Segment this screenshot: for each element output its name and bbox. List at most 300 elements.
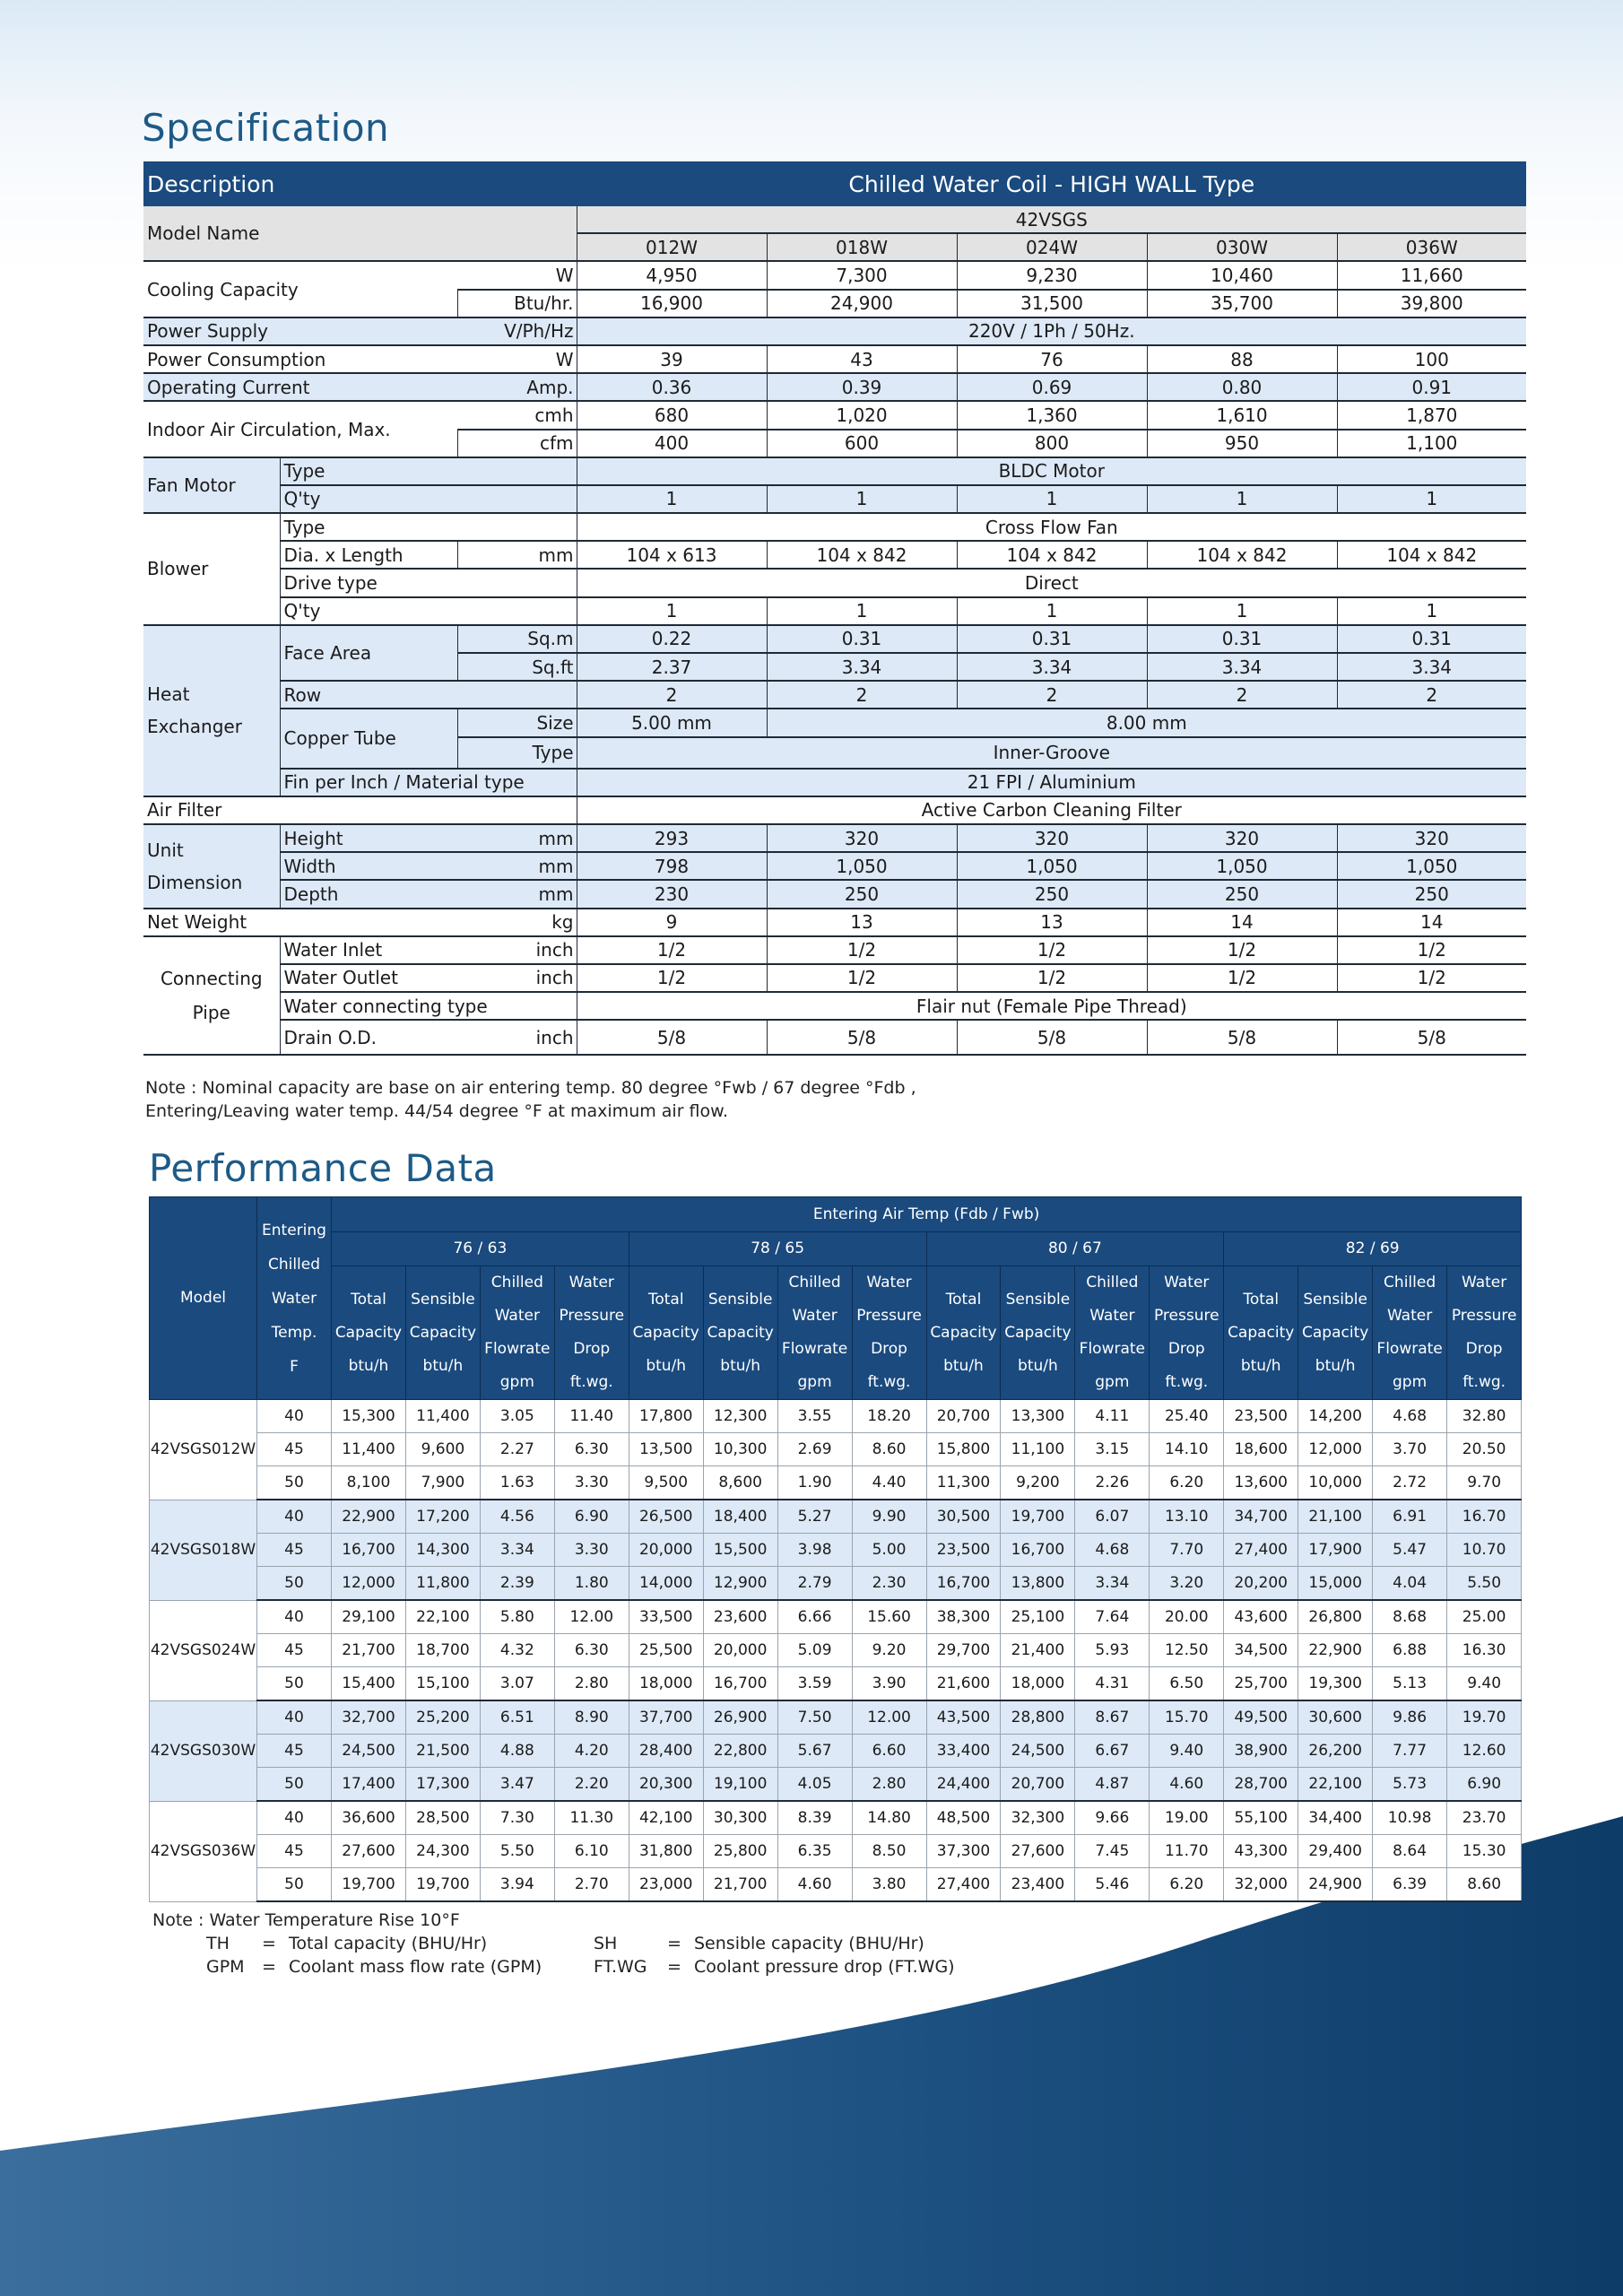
spec-value: 1 [1337,485,1526,513]
face-area-label: Face Area [280,625,457,681]
data-cell: 18,000 [1001,1667,1075,1701]
spec-value: 43 [767,345,957,373]
unit-label: W [457,345,577,373]
tube-size: 5.00 mm [577,709,767,736]
power-consumption-label: Power Consumption [143,345,457,373]
data-cell: 12,900 [703,1567,777,1601]
header-line: Capacity [632,1323,699,1342]
unit-label: V/Ph/Hz [457,317,577,345]
spec-value: 104 x 613 [577,541,767,569]
table-row [150,1868,1522,1902]
data-cell: 27,600 [332,1835,406,1868]
data-cell: 32.80 [1447,1400,1522,1433]
data-cell: 14.80 [852,1801,926,1835]
data-cell: 38,300 [926,1600,1001,1634]
data-cell: 17,900 [1298,1534,1373,1567]
water-temp-cell: 40 [257,1400,332,1433]
water-temp-cell: 45 [257,1433,332,1466]
type-label: Type [280,457,577,485]
data-cell: 32,300 [1001,1801,1075,1835]
data-cell: 19.70 [1447,1700,1522,1735]
spec-value: 5/8 [957,1020,1147,1055]
data-cell: 2.72 [1373,1466,1447,1500]
data-cell: 3.34 [1075,1567,1150,1601]
data-cell: 8.60 [852,1433,926,1466]
data-cell: 26,200 [1298,1735,1373,1768]
spec-value: 104 x 842 [957,541,1147,569]
data-cell: 7.77 [1373,1735,1447,1768]
header-line: 80 / 67 [1047,1239,1102,1257]
header-line: gpm [797,1373,832,1391]
pressure-drop-header [1150,1266,1224,1400]
legend-desc: Coolant pressure drop (FT.WG) [694,1957,955,1977]
legend-eq: = [262,1957,276,1977]
data-cell: 9.20 [852,1634,926,1667]
data-cell: 3.94 [480,1868,554,1902]
spec-value: 1,100 [1337,430,1526,457]
spec-value: 1 [767,597,957,625]
water-temp-cell: 45 [257,1534,332,1567]
spec-value: 5/8 [767,1020,957,1055]
spec-value: 1,050 [1147,852,1337,880]
performance-note [152,1909,955,1979]
data-cell: 7.70 [1150,1534,1224,1567]
type-label: Type [280,513,577,541]
data-cell: 6.30 [554,1634,629,1667]
table-row [150,1835,1522,1868]
data-cell: 9,500 [629,1466,703,1500]
width-label: Width [280,852,457,880]
data-cell: 11,400 [405,1400,480,1433]
spec-value: 600 [767,430,957,457]
data-cell: 10,300 [703,1433,777,1466]
data-cell: 7.30 [480,1801,554,1835]
model-cell: 42VSGS036W [150,1801,257,1901]
spec-value: 104 x 842 [1147,541,1337,569]
header-line: Water [866,1274,912,1292]
unit-label: kg [457,909,577,936]
data-cell: 27,400 [1224,1534,1298,1567]
pressure-drop-header [1447,1266,1522,1400]
spec-value: 14 [1147,909,1337,936]
unit-label: mm [457,880,577,908]
spec-row [143,1020,1526,1055]
spec-row [143,569,1526,596]
spec-value: 250 [957,880,1147,908]
data-cell: 24,400 [926,1768,1001,1802]
product-type: Chilled Water Coil - HIGH WALL Type [577,162,1526,205]
data-cell: 28,700 [1224,1768,1298,1802]
data-cell: 10,000 [1298,1466,1373,1500]
spec-value: 1,360 [957,401,1147,429]
spec-value: 13 [957,909,1147,936]
data-cell: 22,900 [332,1500,406,1534]
spec-row [143,880,1526,908]
header-line: btu/h [646,1356,687,1375]
spec-value: 39 [577,345,767,373]
model-cell: 42VSGS012W [150,1400,257,1500]
data-cell: 37,300 [926,1835,1001,1868]
flowrate-header [1075,1266,1150,1400]
data-cell: 8.64 [1373,1835,1447,1868]
data-cell: 12.00 [852,1700,926,1735]
model-header [150,1197,257,1400]
spec-row [143,457,1526,485]
data-cell: 23,000 [629,1868,703,1902]
spec-value: 1,610 [1147,401,1337,429]
model-code: 036W [1337,233,1526,261]
data-cell: 6.51 [480,1700,554,1735]
header-line: 78 / 65 [751,1239,805,1257]
data-cell: 6.67 [1075,1735,1150,1768]
data-cell: 15.70 [1150,1700,1224,1735]
spec-value: 1/2 [1147,936,1337,964]
data-cell: 11.70 [1150,1835,1224,1868]
data-cell: 38,900 [1224,1735,1298,1768]
entering-water-header [257,1197,332,1400]
spec-value: 16,900 [577,290,767,317]
unit-dim-line: Dimension [147,871,243,893]
data-cell: 3.55 [777,1400,852,1433]
pressure-drop-header [852,1266,926,1400]
model-cell: 42VSGS024W [150,1600,257,1700]
data-cell: 25,500 [629,1634,703,1667]
table-row [150,1600,1522,1634]
data-cell: 43,500 [926,1700,1001,1735]
heat-exchanger-label [143,625,280,796]
unit-label: Sq.m [457,625,577,653]
data-cell: 4.68 [1075,1534,1150,1567]
spec-row [143,936,1526,964]
data-cell: 6.90 [554,1500,629,1534]
water-outlet-label: Water Outlet [280,964,457,992]
legend-row [152,1932,955,1955]
spec-value: 24,900 [767,290,957,317]
legend-desc: Sensible capacity (BHU/Hr) [694,1934,924,1953]
header-line: ft.wg. [1462,1373,1506,1391]
data-cell: 15,400 [332,1667,406,1701]
spec-value: 1/2 [1337,936,1526,964]
data-cell: 17,800 [629,1400,703,1433]
data-cell: 30,600 [1298,1700,1373,1735]
data-cell: 16,700 [926,1567,1001,1601]
header-line: Flowrate [781,1340,848,1358]
spec-value: 250 [1337,880,1526,908]
unit-label: cfm [457,430,577,457]
header-line: Water [568,1274,614,1292]
data-cell: 36,600 [332,1801,406,1835]
data-cell: 17,300 [405,1768,480,1802]
legend-abbr: TH [206,1934,230,1953]
data-cell: 11.30 [554,1801,629,1835]
data-cell: 13,300 [1001,1400,1075,1433]
table-row [150,1634,1522,1667]
spec-value: 1,020 [767,401,957,429]
data-cell: 5.13 [1373,1667,1447,1701]
data-cell: 2.20 [554,1768,629,1802]
data-cell: 21,400 [1001,1634,1075,1667]
data-cell: 8,100 [332,1466,406,1500]
data-cell: 15,800 [926,1433,1001,1466]
header-line: btu/h [1240,1356,1281,1375]
header-line: btu/h [348,1356,389,1375]
spec-value: 0.36 [577,373,767,401]
tube-type: Inner-Groove [577,737,1526,769]
water-temp-cell: 50 [257,1667,332,1701]
spec-value: 293 [577,824,767,852]
header-line: Sensible [1303,1290,1367,1309]
data-cell: 25,200 [405,1700,480,1735]
legend-eq: = [262,1934,276,1953]
connecting-pipe-label [143,936,280,1056]
data-cell: 4.88 [480,1735,554,1768]
drive-type-value: Direct [577,569,1526,596]
table-row [150,1534,1522,1567]
data-cell: 19,700 [332,1868,406,1902]
data-cell: 11,800 [405,1567,480,1601]
data-cell: 15,100 [405,1667,480,1701]
spec-value: 35,700 [1147,290,1337,317]
data-cell: 34,400 [1298,1801,1373,1835]
data-cell: 3.70 [1373,1433,1447,1466]
data-cell: 8.68 [1373,1600,1447,1634]
unit-label: Btu/hr. [457,290,577,317]
data-cell: 12,000 [332,1567,406,1601]
data-cell: 6.50 [1150,1667,1224,1701]
spec-value: 798 [577,852,767,880]
spec-value: 320 [767,824,957,852]
legend-row [152,1955,955,1979]
table-row [150,1433,1522,1466]
header-line: Water [1386,1307,1433,1325]
data-cell: 29,400 [1298,1835,1373,1868]
water-temp-cell: 45 [257,1835,332,1868]
data-cell: 24,300 [405,1835,480,1868]
data-cell: 20,700 [1001,1768,1075,1802]
data-cell: 20,000 [703,1634,777,1667]
header-line: gpm [499,1373,534,1391]
data-cell: 29,100 [332,1600,406,1634]
data-cell: 9.40 [1447,1667,1522,1701]
spec-row [143,909,1526,936]
spec-value: 9,230 [957,261,1147,289]
data-cell: 5.93 [1075,1634,1150,1667]
flowrate-header [480,1266,554,1400]
data-cell: 12.60 [1447,1735,1522,1768]
header-line: Temp. [271,1323,317,1342]
legend-desc: Total capacity (BHU/Hr) [289,1934,488,1953]
data-cell: 6.66 [777,1600,852,1634]
table-row [150,1735,1522,1768]
data-cell: 6.90 [1447,1768,1522,1802]
header-line: Water [1164,1274,1210,1292]
data-cell: 5.46 [1075,1868,1150,1902]
data-cell: 28,800 [1001,1700,1075,1735]
legend-eq: = [667,1957,681,1977]
data-cell: 20,700 [926,1400,1001,1433]
note-line: Note : Nominal capacity are base on air entering temp. 80 degree °Fwb / 67 degree °Fdb , [145,1078,916,1098]
data-cell: 2.69 [777,1433,852,1466]
data-cell: 18,600 [1224,1433,1298,1466]
data-cell: 19,700 [1001,1500,1075,1534]
data-cell: 9.66 [1075,1801,1150,1835]
qty-label: Q'ty [280,485,577,513]
note-line: Entering/Leaving water temp. 44/54 degree °F at maximum air flow. [145,1101,728,1121]
unit-label: cmh [457,401,577,429]
data-cell: 12.50 [1150,1634,1224,1667]
table-row [150,1500,1522,1534]
spec-value: 950 [1147,430,1337,457]
data-cell: 9.86 [1373,1700,1447,1735]
data-cell: 55,100 [1224,1801,1298,1835]
model-cell: 42VSGS030W [150,1700,257,1801]
header-line: Chilled [1086,1274,1139,1292]
unit-label: inch [457,964,577,992]
dia-length-label: Dia. x Length [280,541,457,569]
spec-value: 680 [577,401,767,429]
data-cell: 14.10 [1150,1433,1224,1466]
spec-value: 1 [1147,597,1337,625]
drive-type-label: Drive type [280,569,577,596]
data-cell: 14,200 [1298,1400,1373,1433]
data-cell: 9,200 [1001,1466,1075,1500]
blower-type: Cross Flow Fan [577,513,1526,541]
unit-label: Sq.ft [457,653,577,681]
data-cell: 13,600 [1224,1466,1298,1500]
data-cell: 2.80 [554,1667,629,1701]
spec-row [143,401,1526,429]
data-cell: 8.39 [777,1801,852,1835]
unit-label: mm [457,852,577,880]
data-cell: 5.73 [1373,1768,1447,1802]
data-cell: 10.70 [1447,1534,1522,1567]
data-cell: 18,400 [703,1500,777,1534]
data-cell: 12,300 [703,1400,777,1433]
data-cell: 3.15 [1075,1433,1150,1466]
data-cell: 18.20 [852,1400,926,1433]
header-line: Sensible [1005,1290,1071,1309]
header-line: btu/h [943,1356,984,1375]
header-line: Capacity [1302,1323,1369,1342]
spec-value: 104 x 842 [767,541,957,569]
header-line: 76 / 63 [453,1239,508,1257]
header-line: F [290,1357,299,1376]
header-line: Flowrate [1079,1340,1146,1358]
spec-value: 1 [1147,485,1337,513]
copper-tube-label: Copper Tube [280,709,457,768]
data-cell: 49,500 [1224,1700,1298,1735]
legend-desc: Coolant mass flow rate (GPM) [289,1957,542,1977]
data-cell: 3.98 [777,1534,852,1567]
model-code: 012W [577,233,767,261]
spec-value: 1,050 [767,852,957,880]
series-name: 42VSGS [577,205,1526,233]
data-cell: 5.80 [480,1600,554,1634]
data-cell: 6.07 [1075,1500,1150,1534]
specification-title: Specification [142,106,390,150]
spec-value: 5/8 [1337,1020,1526,1055]
data-cell: 43,300 [1224,1835,1298,1868]
spec-row [143,205,1526,233]
data-cell: 3.07 [480,1667,554,1701]
sensible-capacity-header [703,1266,777,1400]
data-cell: 15.30 [1447,1835,1522,1868]
legend-abbr: FT.WG [594,1957,647,1977]
spec-value: 11,660 [1337,261,1526,289]
data-cell: 23,400 [1001,1868,1075,1902]
data-cell: 13,500 [629,1433,703,1466]
spec-value: 5/8 [577,1020,767,1055]
spec-value: 1/2 [767,964,957,992]
data-cell: 18,000 [629,1667,703,1701]
water-connecting-value: Flair nut (Female Pipe Thread) [577,992,1526,1020]
header-line: gpm [1095,1373,1130,1391]
drain-label: Drain O.D. [280,1020,457,1055]
header-line: Chilled [267,1255,321,1274]
data-cell: 2.79 [777,1567,852,1601]
sensible-capacity-header [1298,1266,1373,1400]
data-cell: 11,400 [332,1433,406,1466]
data-cell: 16,700 [703,1667,777,1701]
spec-value: 1 [1337,597,1526,625]
table-row [150,1466,1522,1500]
data-cell: 5.47 [1373,1534,1447,1567]
spec-row [143,852,1526,880]
header-line: Water [792,1307,838,1325]
data-cell: 28,400 [629,1735,703,1768]
data-cell: 8.67 [1075,1700,1150,1735]
spec-value: 39,800 [1337,290,1526,317]
fan-motor-label: Fan Motor [143,457,280,513]
sensible-capacity-header [1001,1266,1075,1400]
spec-value: 0.31 [767,625,957,653]
spec-value: 1,870 [1337,401,1526,429]
spec-value: 3.34 [957,653,1147,681]
data-cell: 18,700 [405,1634,480,1667]
spec-value: 76 [957,345,1147,373]
header-line: Capacity [1228,1323,1295,1342]
header-line: Capacity [930,1323,997,1342]
spec-row [143,513,1526,541]
data-cell: 4.20 [554,1735,629,1768]
fin-value: 21 FPI / Aluminium [577,769,1526,796]
header-line: 82 / 69 [1345,1239,1400,1257]
operating-current-label: Operating Current [143,373,457,401]
data-cell: 8.50 [852,1835,926,1868]
unit-label: mm [457,824,577,852]
heat-label-line: Exchanger [147,716,242,738]
spec-value: 13 [767,909,957,936]
data-cell: 21,700 [332,1634,406,1667]
spec-value: 0.39 [767,373,957,401]
data-cell: 19,700 [405,1868,480,1902]
spec-row [143,824,1526,852]
data-cell: 15,300 [332,1400,406,1433]
header-line: Pressure [1153,1307,1219,1325]
water-temp-cell: 50 [257,1868,332,1902]
spec-value: 1 [957,597,1147,625]
sensible-capacity-header [405,1266,480,1400]
data-cell: 43,600 [1224,1600,1298,1634]
header-line: Pressure [1451,1307,1517,1325]
power-supply-label: Power Supply [143,317,457,345]
data-cell: 8.90 [554,1700,629,1735]
data-cell: 19.00 [1150,1801,1224,1835]
data-cell: 26,500 [629,1500,703,1534]
data-cell: 25.40 [1150,1400,1224,1433]
data-cell: 2.39 [480,1567,554,1601]
data-cell: 16,700 [332,1534,406,1567]
